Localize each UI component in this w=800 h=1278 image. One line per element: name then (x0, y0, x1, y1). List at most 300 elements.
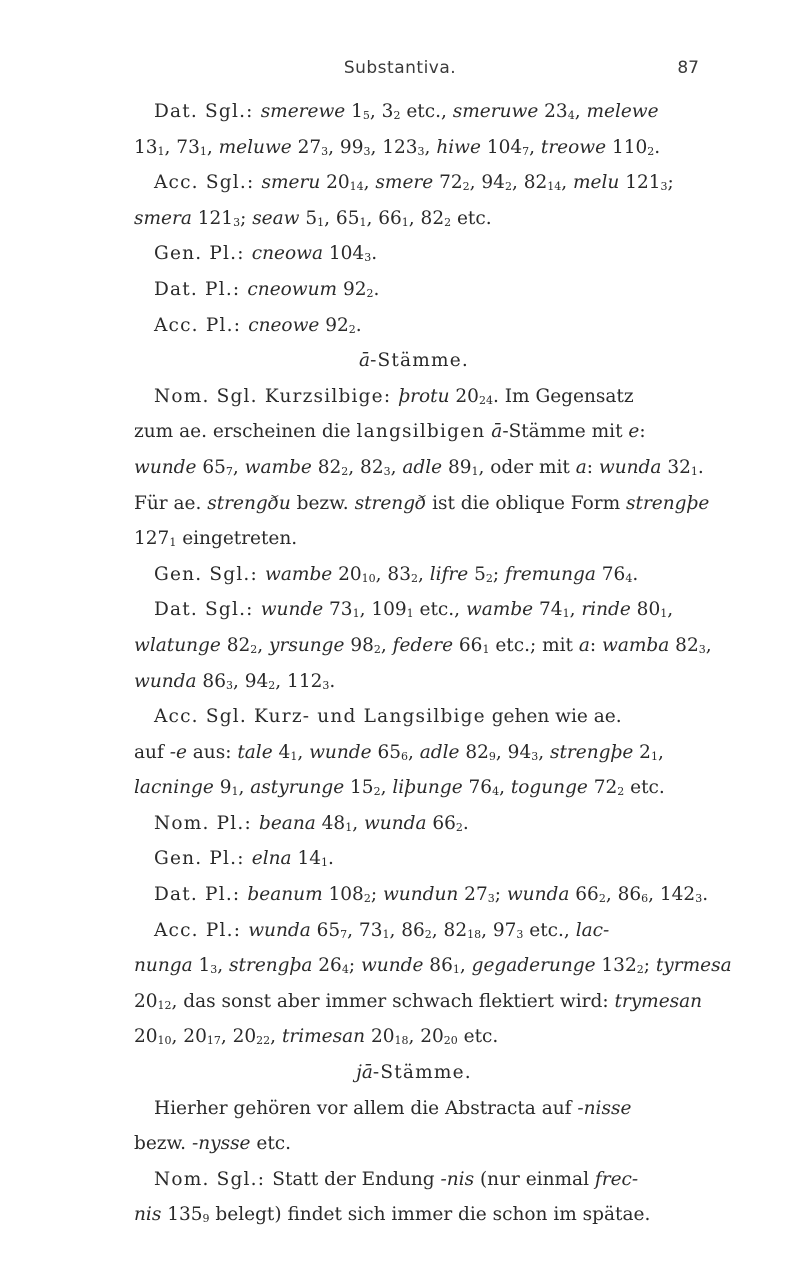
line-subscript: 1 (401, 215, 409, 229)
text-run: Nom. Sgl. Kurzsilbige: (154, 385, 399, 407)
text-run: , (529, 136, 541, 158)
line-subscript: 2 (647, 144, 655, 158)
text-run: eingetreten. (176, 528, 298, 550)
line-subscript: 6 (641, 892, 649, 906)
italic-form: treowe (540, 136, 607, 158)
italic-form: nis (134, 1204, 162, 1226)
text-run: 76 (462, 777, 493, 799)
italic-form: lac- (575, 919, 610, 941)
text-run: Gen. Pl.: (154, 243, 252, 265)
line-subscript: 14 (547, 180, 562, 194)
text-run: gehen wie ae. (485, 706, 622, 728)
line-subscript: 2 (617, 785, 625, 799)
text-line (134, 841, 694, 877)
text-run: Dat. Sgl.: (154, 101, 261, 122)
running-title: Substantiva. (343, 58, 457, 78)
italic-form: strengþe (626, 492, 710, 514)
italic-form: trymesan (614, 990, 703, 1012)
text-run: , 94 (232, 670, 269, 692)
text-run: 48 (315, 812, 346, 834)
text-run: etc., (523, 919, 576, 941)
text-run: langsilbigen (356, 421, 486, 443)
text-run: 13 (134, 136, 158, 158)
text-run: 86 (196, 670, 226, 692)
text-line (134, 414, 694, 450)
italic-form: wunda (506, 884, 570, 906)
text-run: aus: (186, 741, 238, 763)
text-run: : (589, 634, 603, 656)
italic-form: togunge (510, 777, 588, 799)
text-run: 20 (320, 172, 350, 194)
text-run: bezw. (290, 492, 355, 514)
text-run: Hierher gehören vor allem die Abstracta auf (154, 1097, 578, 1119)
line-subscript: 2 (598, 892, 606, 906)
italic-form: lifre (429, 563, 469, 585)
line-subscript: 17 (206, 1034, 221, 1048)
text-run: 9 (213, 777, 232, 799)
line-subscript: 9 (202, 1212, 210, 1226)
line-subscript: 2 (348, 322, 356, 336)
italic-form: strengþe (550, 741, 634, 763)
text-line (134, 379, 694, 415)
text-run: , 99 (328, 136, 364, 158)
text-run: , (705, 634, 712, 656)
text-line (134, 450, 704, 486)
text-run: , das sonst aber immer schwach flektiert wird: (171, 990, 615, 1012)
italic-form: ā (491, 421, 503, 443)
italic-form: þrotu (398, 385, 450, 407)
line-subscript: 1 (157, 144, 165, 158)
text-run: 20 (332, 563, 362, 585)
text-run: 66 (453, 634, 483, 656)
line-subscript: 1 (199, 144, 207, 158)
text-run: 26 (312, 955, 342, 977)
text-run: ; (240, 207, 253, 229)
italic-form: smera (134, 207, 192, 229)
line-subscript: 3 (225, 678, 233, 692)
italic-form: cneowe (248, 314, 320, 336)
text-run: etc., (400, 101, 453, 122)
line-subscript: 2 (444, 215, 452, 229)
text-run: 132 (595, 955, 637, 977)
italic-form: adle (419, 741, 460, 763)
text-run: . (373, 278, 380, 300)
italic-form: beana (259, 812, 316, 834)
italic-form: smere (375, 172, 434, 194)
line-subscript: 1 (317, 215, 325, 229)
line-subscript: 2 (462, 180, 470, 194)
line-subscript: 1 (231, 785, 239, 799)
text-line (134, 664, 694, 700)
text-run: 72 (587, 777, 618, 799)
text-run: , 94 (495, 741, 532, 763)
text-line (134, 913, 694, 949)
italic-form: wunda (248, 919, 311, 941)
line-subscript: 1 (345, 820, 353, 834)
text-run: 5 (468, 563, 486, 585)
text-run: , 3 (369, 101, 394, 122)
text-run: , 142 (648, 884, 696, 906)
text-run: 2 (633, 741, 651, 763)
text-line (134, 236, 694, 272)
page-header (0, 58, 800, 82)
section-heading (134, 343, 694, 379)
text-run: , (270, 1026, 282, 1048)
italic-form: yrsunge (269, 634, 345, 656)
text-run: , (667, 599, 674, 621)
italic-form: cneowum (247, 278, 338, 300)
italic-form: smerewe (260, 101, 346, 122)
italic-form: wambe (244, 456, 312, 478)
body-text (134, 94, 732, 1233)
text-line (134, 948, 732, 984)
line-subscript: 2 (363, 892, 371, 906)
text-run: . (329, 670, 336, 692)
text-run: . (371, 243, 378, 265)
text-run: 20 (365, 1026, 395, 1048)
text-run: . (462, 812, 469, 834)
text-run: Gen. Pl.: (154, 848, 252, 870)
line-subscript: 4 (625, 571, 633, 585)
italic-form: wundun (382, 884, 459, 906)
text-run: , (657, 741, 664, 763)
text-run: 20 (134, 1026, 158, 1048)
line-subscript: 10 (361, 571, 376, 585)
line-subscript: 3 (660, 180, 668, 194)
line-subscript: 3 (383, 464, 391, 478)
italic-form: jā (356, 1062, 373, 1084)
text-run: 82 (459, 741, 489, 763)
text-run: , oder mit (478, 456, 576, 478)
italic-form: federe (392, 634, 454, 656)
text-run: , (217, 955, 230, 977)
italic-form: -e (169, 741, 187, 763)
text-run: 66 (569, 884, 599, 906)
text-run: , (459, 955, 472, 977)
italic-form: fremunga (505, 563, 596, 585)
italic-form: -nisse (577, 1097, 632, 1119)
italic-form: elna (251, 848, 292, 870)
text-run: 82 (220, 634, 251, 656)
text-run: auf (134, 741, 170, 763)
text-line (134, 1091, 694, 1127)
text-run: , 109 (359, 599, 407, 621)
text-line (134, 1197, 694, 1233)
italic-form: wlatunge (134, 634, 221, 656)
italic-form: rinde (581, 599, 631, 621)
text-run: : (639, 421, 646, 443)
line-subscript: 3 (487, 892, 495, 906)
text-run: , 82 (511, 172, 548, 194)
text-run: , 123 (370, 136, 418, 158)
line-subscript: 3 (516, 927, 524, 941)
text-run: ; (667, 172, 674, 194)
line-subscript: 2 (485, 571, 493, 585)
text-run: , (574, 101, 587, 122)
text-run: zum ae. erscheinen die (134, 421, 357, 443)
text-run: , (569, 599, 582, 621)
text-line (134, 877, 709, 913)
text-run: , (538, 741, 550, 763)
text-run: . Im Gegensatz (492, 385, 634, 407)
italic-form: frec- (594, 1168, 639, 1190)
text-run: , (206, 136, 219, 158)
line-subscript: 2 (424, 927, 432, 941)
text-run: 98 (344, 634, 374, 656)
line-subscript: 2 (455, 820, 463, 834)
italic-form: wunde (260, 599, 324, 621)
line-subscript: 12 (157, 998, 172, 1012)
line-subscript: 1 (382, 927, 390, 941)
italic-form: astyrunge (250, 777, 345, 799)
italic-form: lacninge (134, 777, 214, 799)
text-line (134, 592, 694, 628)
line-subscript: 3 (698, 642, 706, 656)
text-run: etc.; mit (489, 634, 579, 656)
line-subscript: 24 (478, 393, 493, 407)
text-run: 135 (161, 1204, 203, 1226)
italic-form: seaw (252, 207, 300, 229)
italic-form: melewe (586, 101, 659, 122)
text-line (134, 165, 694, 201)
text-run: 76 (595, 563, 626, 585)
line-subscript: 18 (467, 927, 482, 941)
italic-form: tale (237, 741, 273, 763)
text-run: , 86 (605, 884, 642, 906)
line-subscript: 7 (522, 144, 530, 158)
italic-form: wunde (309, 741, 372, 763)
line-subscript: 4 (341, 963, 349, 977)
text-run: . (328, 848, 334, 870)
line-subscript: 2 (366, 286, 374, 300)
text-run: Für ae. (134, 492, 208, 514)
text-run: 72 (433, 172, 463, 194)
italic-form: strengð (354, 492, 427, 514)
text-run: , 82 (431, 919, 468, 941)
text-run: ; (494, 884, 507, 906)
text-run: Dat. Sgl.: (154, 599, 261, 621)
text-run: 27 (458, 884, 488, 906)
italic-form: nunga (134, 955, 193, 977)
text-run: ist die oblique Form (426, 492, 627, 514)
text-run: . (355, 314, 362, 336)
text-run: etc. (457, 1026, 499, 1048)
text-run: . (654, 136, 661, 158)
text-run: , (380, 777, 393, 799)
italic-form: tyrmesa (655, 955, 732, 977)
line-subscript: 3 (417, 144, 425, 158)
line-subscript: 7 (225, 464, 233, 478)
text-run: . (702, 884, 709, 906)
text-line (134, 272, 694, 308)
text-run: 23 (538, 101, 568, 122)
text-run: , 20 (220, 1026, 257, 1048)
text-run: 92 (319, 314, 349, 336)
text-run: 4 (272, 741, 291, 763)
text-run: , (499, 777, 511, 799)
text-run: 65 (310, 919, 341, 941)
text-run: , 20 (408, 1026, 444, 1048)
line-subscript: 4 (492, 785, 500, 799)
text-run: , (238, 777, 251, 799)
line-subscript: 1 (359, 215, 367, 229)
italic-form: gegaderunge (471, 955, 596, 977)
text-run: , (380, 634, 393, 656)
line-subscript: 3 (364, 251, 372, 265)
text-line (134, 130, 694, 166)
text-run: Nom. Pl.: (154, 812, 259, 834)
text-run: (nur einmal (474, 1168, 595, 1190)
text-run: 5 (299, 207, 318, 229)
text-run: 121 (191, 207, 234, 229)
line-subscript: 1 (690, 464, 698, 478)
text-run: 32 (661, 456, 691, 478)
text-run: , 65 (324, 207, 360, 229)
italic-form: ā (359, 350, 371, 372)
line-subscript: 1 (169, 536, 177, 550)
text-run: -Stämme. (370, 350, 469, 372)
text-run: , (232, 456, 245, 478)
text-run: , 20 (171, 1026, 207, 1048)
text-line (134, 984, 703, 1020)
text-run: 86 (423, 955, 453, 977)
line-subscript: 20 (443, 1034, 458, 1048)
text-line (134, 557, 694, 593)
text-run: 74 (533, 599, 563, 621)
text-run: ; (643, 955, 656, 977)
text-run: , (424, 136, 437, 158)
text-run: etc. (451, 207, 492, 229)
text-run: , (390, 456, 403, 478)
text-run: belegt) findet sich immer die schon im spätae. (209, 1204, 651, 1226)
italic-form: wamba (602, 634, 670, 656)
line-subscript: 3 (363, 144, 371, 158)
italic-form: smeru (261, 172, 321, 194)
text-run: etc., (413, 599, 466, 621)
text-run: , 97 (481, 919, 517, 941)
line-subscript: 3 (321, 144, 329, 158)
line-subscript: 3 (322, 678, 330, 692)
text-line (134, 521, 694, 557)
line-subscript: 7 (340, 927, 348, 941)
text-run: Statt der Endung (272, 1168, 441, 1190)
text-run: , (257, 634, 270, 656)
italic-form: wunde (360, 955, 424, 977)
line-subscript: 2 (341, 464, 349, 478)
line-subscript: 1 (352, 607, 360, 621)
text-run: , (363, 172, 376, 194)
line-subscript: 2 (373, 785, 381, 799)
text-line (134, 1162, 694, 1198)
text-run: 110 (606, 136, 648, 158)
text-run: , 94 (469, 172, 505, 194)
text-run: 20 (134, 990, 158, 1012)
text-run: 20 (449, 385, 479, 407)
italic-form: wunda (363, 812, 427, 834)
text-run: 104 (323, 243, 365, 265)
section-heading (134, 1055, 694, 1091)
text-run: ; (370, 884, 383, 906)
line-subscript: 2 (250, 642, 258, 656)
text-run: 14 (291, 848, 321, 870)
text-run: Dat. Pl.: (154, 884, 248, 906)
line-subscript: 3 (531, 749, 539, 763)
text-line (134, 1019, 694, 1055)
text-line (134, 201, 694, 237)
text-run: . (697, 456, 704, 478)
text-run: 1 (345, 101, 363, 122)
text-run: Gen. Sgl.: (154, 563, 266, 585)
text-run: 15 (344, 777, 374, 799)
italic-form: wunda (598, 456, 662, 478)
text-run: 73 (323, 599, 353, 621)
text-run: -Stämme mit (502, 421, 629, 443)
text-run: Acc. Pl.: (154, 314, 249, 336)
line-subscript: 10 (157, 1034, 172, 1048)
text-run: , 82 (408, 207, 445, 229)
italic-form: beanum (247, 884, 323, 906)
text-run: -Stämme. (372, 1062, 472, 1084)
text-run: , (417, 563, 430, 585)
text-run: Dat. Pl.: (154, 278, 248, 300)
italic-form: strengþa (229, 955, 313, 977)
text-line (134, 699, 694, 735)
text-run: 82 (669, 634, 699, 656)
line-subscript: 3 (695, 892, 703, 906)
line-subscript: 2 (504, 180, 512, 194)
text-run: 66 (426, 812, 456, 834)
text-run: , 83 (375, 563, 411, 585)
text-line (134, 735, 694, 771)
text-run: , (352, 812, 364, 834)
line-subscript: 1 (452, 963, 460, 977)
line-subscript: 5 (362, 109, 370, 122)
text-run: 89 (442, 456, 472, 478)
text-run: 1 (192, 955, 211, 977)
line-subscript: 1 (562, 607, 570, 621)
text-run: , (561, 172, 574, 194)
text-line (134, 94, 694, 130)
line-subscript: 1 (482, 642, 490, 656)
text-run: etc. (624, 777, 665, 799)
line-subscript: 2 (410, 571, 418, 585)
line-subscript: 22 (256, 1034, 271, 1048)
italic-form: wambe (465, 599, 534, 621)
text-run: , 112 (275, 670, 323, 692)
text-run: Nom. Sgl.: (154, 1168, 273, 1190)
italic-form: hiwe (436, 136, 481, 158)
italic-form: strengðu (207, 492, 291, 514)
line-subscript: 1 (650, 749, 658, 763)
page-number: 87 (677, 58, 699, 78)
text-run: 80 (630, 599, 661, 621)
text-run: 108 (322, 884, 364, 906)
line-subscript: 1 (471, 464, 479, 478)
text-line (134, 486, 710, 522)
line-subscript: 1 (321, 856, 328, 870)
line-subscript: 18 (394, 1034, 409, 1048)
italic-form: meluwe (218, 136, 292, 158)
italic-form: liþunge (392, 777, 463, 799)
text-line (134, 1126, 694, 1162)
text-run: 127 (134, 528, 170, 550)
text-run: Acc. Sgl.: (154, 172, 262, 194)
italic-form: trimesan (281, 1026, 366, 1048)
italic-form: a (575, 456, 587, 478)
text-run: 104 (480, 136, 523, 158)
italic-form: wunde (134, 456, 197, 478)
text-run: bezw. (134, 1133, 192, 1155)
